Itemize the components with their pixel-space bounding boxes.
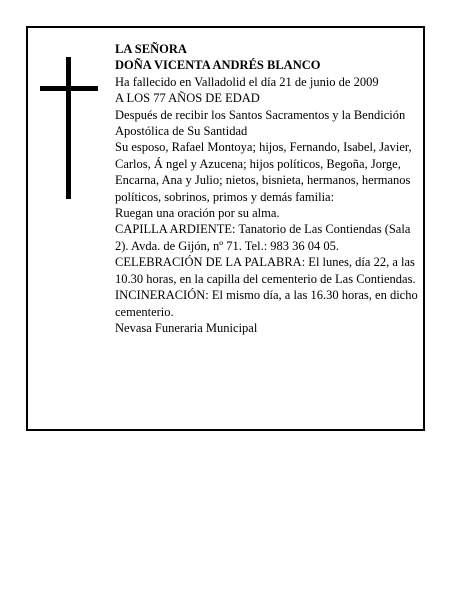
family-line: Su esposo, Rafael Montoya; hijos, Fernando, Isabel, Javier, Carlos, Á ngel y Azucena; hijos políticos, Begoña, Jorge, Encarna, Ana y Julio; nietos, bisnieta, hermanos, hermanos políticos, sobrinos, primos y demás familia: [115, 140, 412, 204]
sacraments-line: Después de recibir los Santos Sacramentos y la Bendición Apostólica de Su Santidad [115, 107, 406, 139]
age-line: A LOS 77 AÑOS DE EDAD [115, 91, 260, 106]
chapel-line: CAPILLA ARDIENTE: Tanatorio de Las Contiendas (Sala 2). Avda. de Gijón, nº 71. Tel.: 983 36 04 05. [115, 222, 411, 253]
cremation-line: INCINERACIÓN: El mismo día, a las 16.30 horas, en dicho cementerio. [115, 288, 418, 319]
funeral-home-line: Nevasa Funeraria Municipal [115, 320, 258, 335]
cross-vertical-bar [66, 57, 71, 199]
death-info: Ha fallecido en Valladolid el día 21 de junio de 2009 [115, 74, 379, 89]
notice-text [115, 41, 420, 336]
celebration-line: CELEBRACIÓN DE LA PALABRA: El lunes, día 22, a las 10.30 horas, en la capilla del cementerio de Las Contiendas. [115, 255, 416, 286]
prayer-line: Ruegan una oración por su alma. [115, 206, 280, 221]
cross-horizontal-bar [40, 86, 98, 91]
cross-icon [40, 57, 98, 199]
obituary-notice [26, 26, 425, 431]
notice-title-line1: LA SEÑORA [115, 42, 187, 56]
deceased-name: DOÑA VICENTA ANDRÉS BLANCO [115, 58, 321, 73]
